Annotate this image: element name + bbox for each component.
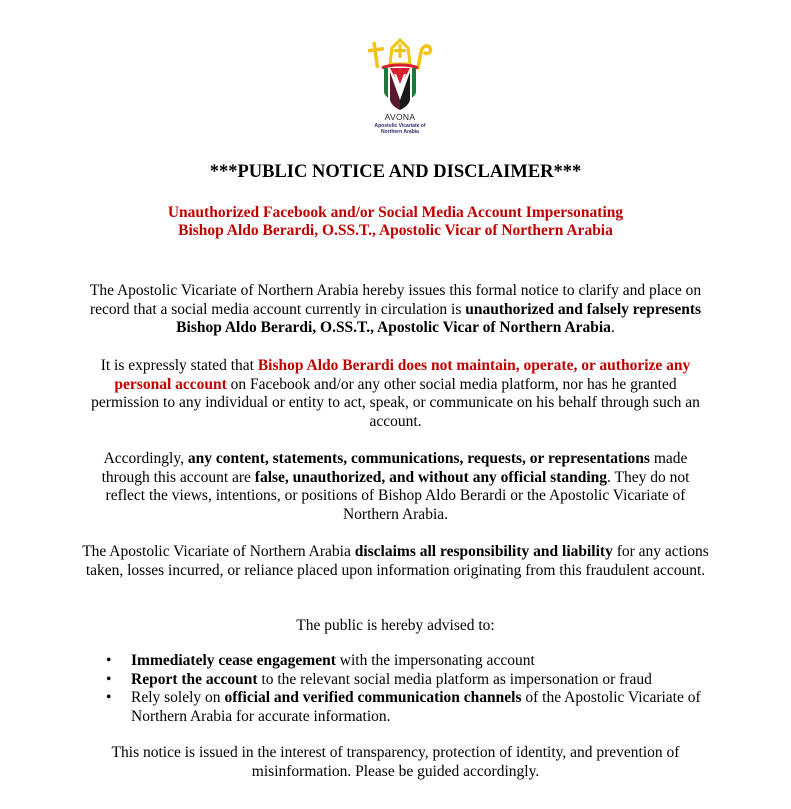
list-item: [106, 671, 726, 690]
avona-logo: [360, 38, 440, 143]
bullet-icon: •: [106, 689, 112, 706]
highlighted-text: Bishop Aldo Berardi does not maintain, operate, or authorize any personal account: [114, 357, 691, 393]
shield-icon: [384, 68, 416, 110]
paragraph-accordingly: [82, 450, 709, 524]
cross-icon: [368, 42, 384, 68]
logo-subtitle-line2: Northern Arabia: [381, 129, 419, 135]
bullet-icon: •: [106, 652, 112, 669]
text: .: [610, 319, 615, 336]
logo-acronym: AVONA: [384, 112, 416, 122]
bold-text: false, unauthorized, and without any official standing: [254, 468, 608, 486]
text: with the impersonating account: [335, 652, 535, 669]
bullet-icon: •: [106, 670, 112, 688]
bold-text: Report the account: [131, 670, 258, 688]
paragraph-closing: This notice is issued in the interest of transparency, protection of identity, and prevention of misinformation. Please be guided accordingly.: [111, 744, 680, 780]
notice-title: ***PUBLIC NOTICE AND DISCLAIMER***: [209, 162, 582, 182]
logo-subtitle-line1: Apostolic Vicariate of: [374, 123, 426, 129]
bold-text: Immediately cease engagement: [131, 652, 336, 669]
crozier-icon: [418, 46, 431, 68]
notice-subtitle-line2: Bishop Aldo Berardi, O.SS.T., Apostolic Vicar of Northern Arabia: [178, 222, 613, 239]
bold-text: disclaims all responsibility and liability: [354, 543, 613, 560]
text: Accordingly,: [103, 450, 188, 467]
text: The Apostolic Vicariate of Northern Arabia: [82, 543, 355, 560]
text: on Facebook and/or any other social media platform, nor has he granted permission to any individual or entity to act, speak, or communicate on his behalf through such an account.: [91, 375, 700, 430]
text: The Apostolic Vicariate of Northern Arabia hereby issues this formal notice to clarify and place on record that a social media account currently in circulation is: [89, 282, 702, 318]
paragraph-intro: [82, 282, 709, 338]
mitre-icon: [390, 40, 410, 64]
bold-text: official and verified communication channels: [224, 689, 522, 706]
text: for any actions taken, losses incurred, or reliance placed upon information originating from this fraudulent account.: [85, 543, 709, 579]
text: to the relevant social media platform as impersonation or fraud: [257, 670, 652, 688]
list-item: [106, 652, 726, 671]
bold-text: unauthorized and falsely represents Bishop Aldo Berardi, O.SS.T., Apostolic Vicar of Northern Arabia: [176, 300, 702, 336]
bold-text: any content, statements, communications, requests, or representations: [187, 450, 650, 467]
text: Rely solely on: [131, 689, 225, 706]
advice-list: [106, 652, 726, 726]
logo-subtitle: [360, 123, 440, 135]
crest-icon: [360, 38, 440, 112]
text: It is expressly stated that: [100, 357, 258, 374]
paragraph-statement: [82, 357, 709, 431]
text: made through this account are: [101, 450, 688, 486]
paragraph-disclaimer: [82, 543, 709, 580]
text: . They do not reflect the views, intentions, or positions of Bishop Aldo Berardi or the Apostolic Vicariate of Northern Arabia.: [105, 468, 690, 523]
notice-subtitle-line1: Unauthorized Facebook and/or Social Media Account Impersonating: [167, 204, 624, 221]
notice-subtitle: [0, 204, 791, 240]
list-item: [106, 689, 726, 726]
text: of the Apostolic Vicariate of Northern Arabia for accurate information.: [131, 689, 701, 725]
paragraph-advisory-intro: The public is hereby advised to:: [296, 617, 495, 634]
